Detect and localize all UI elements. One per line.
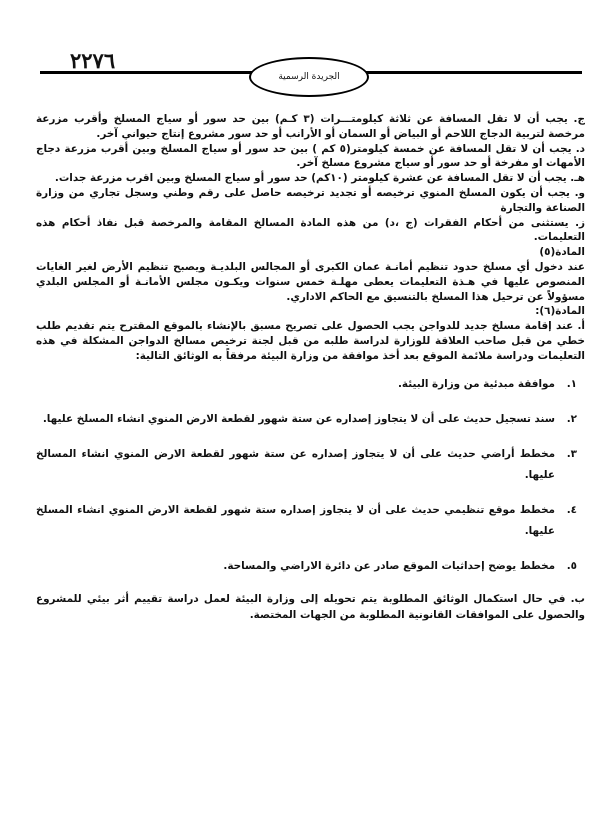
list-item bbox=[36, 556, 585, 577]
article-6-intro: أ. عند إقامة مسلخ جديد للدواجن يجب الحصول على تصريح مسبق بالإنشاء بالموقع المقترح يتم تقديم طلب خطي من قبل صاحب العلاقة للوزارة لدراسة طلبه من قبل لجنة ترخيص مسالخ الدواجن المشكلة في هذه التعليمات ودراسة ملائمة الموقع بعد أخذ موافقة من وزارة البيئة مرفقاً به الوثائق التالية: bbox=[36, 320, 585, 362]
clause-f: و. يجب أن يكون المسلخ المنوي ترخيصه أو تجديد ترخيصه حاصل على رقم وطني وسجل تجاري من وزارة الصناعة والتجارة bbox=[36, 186, 585, 214]
clause-c: ج. يجب أن لا تقل المسافة عن ثلاثة كيلومتـــرات (٣ كـم) بين حد سور أو سياج المسلخ وأقرب مزرعة مرخصة لتربية الدجاج اللاحم أو البياض أو السمان أو الأرانب أو حد سور مشروع إنتاج حيواني آخر. bbox=[36, 113, 585, 140]
list-item-number: ٤. bbox=[566, 503, 577, 516]
page-number: ٢٢٧٦ bbox=[70, 48, 116, 73]
list-item bbox=[36, 500, 585, 542]
list-item bbox=[36, 409, 585, 430]
list-item-text: مخطط أراضي حديث على أن لا يتجاوز إصداره عن ستة شهور لقطعة الارض المنوي انشاء المسالخ عليها. bbox=[36, 447, 555, 481]
list-item-text: مخطط موقع تنظيمي حديث على أن لا يتجاوز إصداره ستة شهور لقطعة الارض المنوي انشاء المسلخ عليها. bbox=[36, 503, 555, 537]
article-6-heading: المادة(٦): bbox=[535, 305, 585, 318]
list-item-number: ٥. bbox=[566, 559, 577, 572]
clause-g: ز. يستثنى من أحكام الفقرات (ج ،د) من هذه المادة المسالخ المقامة والمرخصة قبل نفاذ أحكام هذه التعليمات. bbox=[36, 216, 585, 244]
clause-e: هـ. يجب أن لا تقل المسافة عن عشرة كيلومتر (١٠كم) حد سور أو سياج المسلخ وبين اقرب مزرعة جدات. bbox=[54, 172, 585, 185]
list-item-number: ٣. bbox=[566, 447, 577, 460]
list-item bbox=[36, 374, 585, 395]
list-item-text: موافقة مبدئية من وزارة البيئة. bbox=[397, 377, 555, 390]
clause-d: د. يجب أن لا تقل المسافة عن خمسة كيلومتر(٥ كم ) بين حد سور أو سياج المسلخ وبين أقرب مزرعة دجاج الأمهات او مفرخة أو حد سور أو سياج مشروع مسلخ آخر. bbox=[36, 142, 585, 170]
article-6-closing: ب. في حال استكمال الوثائق المطلوبة يتم تحويله إلى وزارة البيئة لعمل دراسة تقييم أثر بيئي للمشروع والحصول على الموافقات القانونية المطلوبة من الجهات المختصة. bbox=[36, 592, 585, 621]
list-item bbox=[36, 444, 585, 486]
list-item-text: مخطط يوضح إحداثيات الموقع صادر عن دائرة الاراضي والمساحة. bbox=[223, 559, 555, 572]
list-item-number: ٢. bbox=[566, 412, 577, 425]
required-documents-list bbox=[36, 374, 585, 577]
document-body bbox=[36, 112, 585, 623]
page-header bbox=[0, 0, 615, 110]
list-item-number: ١. bbox=[566, 377, 577, 390]
gazette-name-oval bbox=[249, 57, 369, 97]
article-5-body: عند دخول أي مسلخ حدود تنظيم أمانـة عمان الكبرى أو المجالس البلديـة ويصبح تنظيم الأرض لغير الغايات المنصوص عليها في هـذة التعليمات يعطى مهلـة خمس سنوات ويكـون مجلس الأمانـة أو المجلس البلدي مسؤولاً عن ترحيل هذا المسلخ بالتنسيق مع الحاكم الاداري. bbox=[36, 260, 585, 303]
list-item-text: سند تسجيل حديث على أن لا يتجاوز إصداره عن ستة شهور لقطعة الارض المنوي انشاء المسلخ عليها. bbox=[42, 412, 555, 425]
article-5-heading: المادة(٥) bbox=[539, 246, 585, 259]
gazette-name: الجريدة الرسمية bbox=[278, 72, 340, 82]
